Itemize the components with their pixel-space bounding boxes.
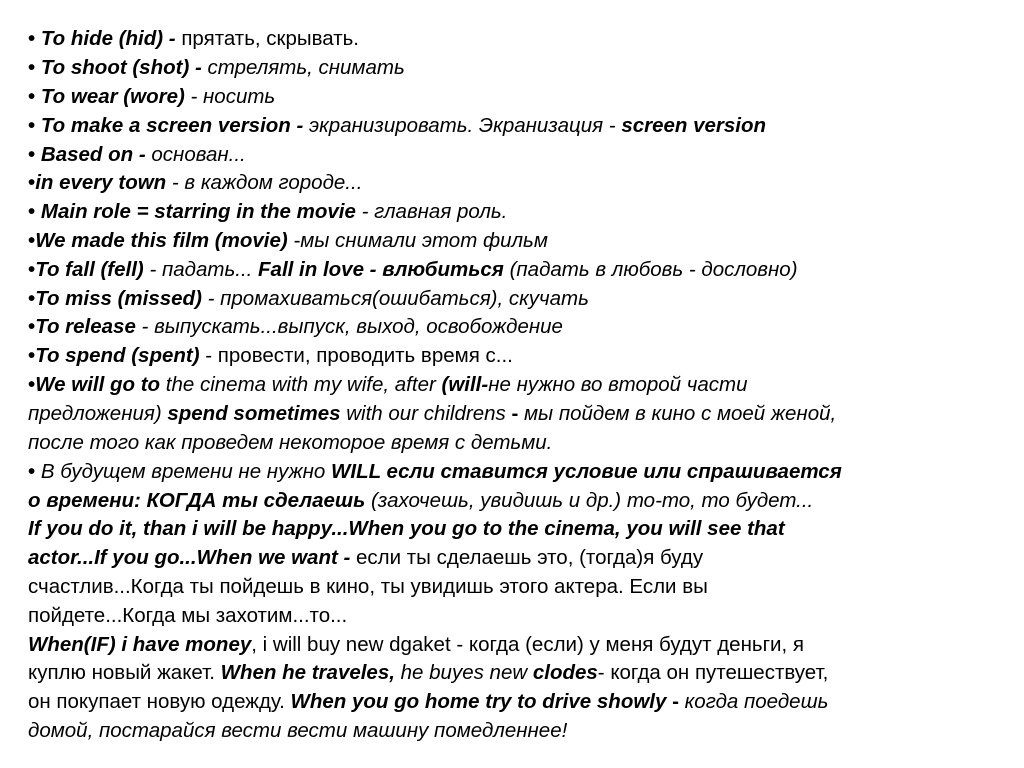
text-line	[0, 226, 1024, 255]
bullet: •	[28, 229, 36, 252]
term: To wear (wore)	[40, 85, 191, 108]
term: ...When you go to the cinema, you will see that	[331, 517, 785, 540]
text-line	[28, 687, 1024, 716]
translation: - в каждом городе...	[171, 171, 363, 194]
term: in every town	[35, 171, 172, 194]
term: actor...If you go...When we want -	[28, 546, 357, 569]
translation: не нужно во второй части	[488, 373, 748, 396]
bullet: •	[28, 315, 36, 338]
translation: (захочешь, увидишь и др.) то-то, то будет...	[370, 489, 814, 512]
term: To shoot (shot) -	[40, 56, 208, 79]
term: о времени: КОГДА ты сделаешь	[28, 489, 371, 512]
bullet: •	[28, 460, 36, 483]
translation: мы пойдем в кино с моей женой,	[523, 402, 837, 425]
text-line	[0, 53, 1024, 82]
text-line	[0, 168, 1024, 197]
bullet: •	[28, 85, 36, 108]
translation: В будущем времени не нужно	[40, 460, 332, 483]
term: Main role = starring in the movie	[40, 200, 362, 223]
translation: он покупает новую одежду.	[28, 690, 291, 713]
translation: - выпускать...выпуск, выход, освобождение	[141, 315, 563, 338]
text-line	[28, 630, 1024, 659]
translation: , i will buy new dgaket - когда (если) у меня будут деньги, я	[251, 633, 804, 656]
bullet: •	[28, 258, 36, 281]
term: Based on -	[40, 143, 152, 166]
term: -	[511, 402, 524, 425]
text-line	[0, 370, 1024, 399]
text-line	[0, 284, 1024, 313]
term: To hide (hid) -	[40, 27, 182, 50]
term: To spend (spent)	[35, 344, 206, 367]
translation: with our childrens	[346, 402, 512, 425]
bullet: •	[28, 27, 36, 50]
text-line	[0, 82, 1024, 111]
bullet: •	[28, 200, 36, 223]
translation: куплю новый жакет.	[28, 661, 221, 684]
translation: основан...	[151, 143, 246, 166]
term: spend sometimes	[167, 402, 347, 425]
translation: прятать, скрывать.	[181, 27, 360, 50]
text-line	[0, 255, 1024, 284]
bullet: •	[28, 143, 36, 166]
translation: стрелять, снимать	[207, 56, 405, 79]
term: If you do it, than i will be happy	[28, 517, 332, 540]
text-line	[0, 111, 1024, 140]
term: (will-	[441, 373, 489, 396]
translation: he buyes new	[400, 661, 533, 684]
text-line	[28, 399, 1024, 428]
term: -	[666, 690, 685, 713]
term: Fall in love - влюбиться	[258, 258, 504, 281]
term: When you go home try to drive showly	[290, 690, 667, 713]
text-line	[28, 428, 1024, 457]
term: To miss (missed)	[35, 287, 208, 310]
term: We will go to	[35, 373, 166, 396]
translation: домой, постарайся вести вести машину помедленнее!	[28, 719, 568, 742]
bullet: •	[28, 344, 36, 367]
translation: экранизировать. Экранизация -	[309, 114, 622, 137]
translation: -мы снимали этот фильм	[293, 229, 548, 252]
translation: если ты сделаешь это, (тогда)я буду	[356, 546, 704, 569]
text-line	[28, 543, 1024, 572]
translation: (падать в любовь - дословно)	[503, 258, 798, 281]
text-line	[0, 341, 1024, 370]
text-line	[28, 572, 1024, 601]
bullet: •	[28, 171, 36, 194]
text-line	[0, 197, 1024, 226]
bullet: •	[28, 56, 36, 79]
bullet: •	[28, 373, 36, 396]
text-line	[28, 658, 1024, 687]
term: When he traveles,	[220, 661, 401, 684]
translation: the cinema with my wife, after	[165, 373, 442, 396]
term: screen version	[621, 114, 767, 137]
term: To make a screen version -	[40, 114, 310, 137]
translation: - провести, проводить время с...	[205, 344, 513, 367]
text-line	[0, 24, 1024, 53]
translation: - падать...	[149, 258, 259, 281]
text-line	[0, 140, 1024, 169]
term: To release	[35, 315, 142, 338]
term: clodes	[532, 661, 598, 684]
translation: счастлив...Когда ты пойдешь в кино, ты увидишь этого актера. Если вы	[28, 575, 708, 598]
translation: предложения)	[28, 402, 168, 425]
translation: - носить	[190, 85, 276, 108]
text-line	[28, 601, 1024, 630]
text-line	[28, 486, 1024, 515]
term: WILL если ставится условие или спрашивается	[331, 460, 842, 483]
text-line	[0, 457, 1024, 486]
bullet: •	[28, 287, 36, 310]
bullet: •	[28, 114, 36, 137]
translation: - главная роль.	[361, 200, 508, 223]
translation: пойдете...Когда мы захотим...то...	[28, 604, 348, 627]
term: To fall (fell)	[35, 258, 150, 281]
translation: - промахиваться(ошибаться), скучать	[207, 287, 589, 310]
text-line	[0, 312, 1024, 341]
term: When(IF) i have money	[28, 633, 252, 656]
translation: после того как проведем некоторое время с детьми.	[28, 431, 553, 454]
text-line	[28, 716, 1024, 745]
translation: когда поедешь	[684, 690, 829, 713]
translation: - когда он путешествует,	[597, 661, 829, 684]
term: We made this film (movie)	[35, 229, 294, 252]
text-line	[28, 514, 1024, 543]
